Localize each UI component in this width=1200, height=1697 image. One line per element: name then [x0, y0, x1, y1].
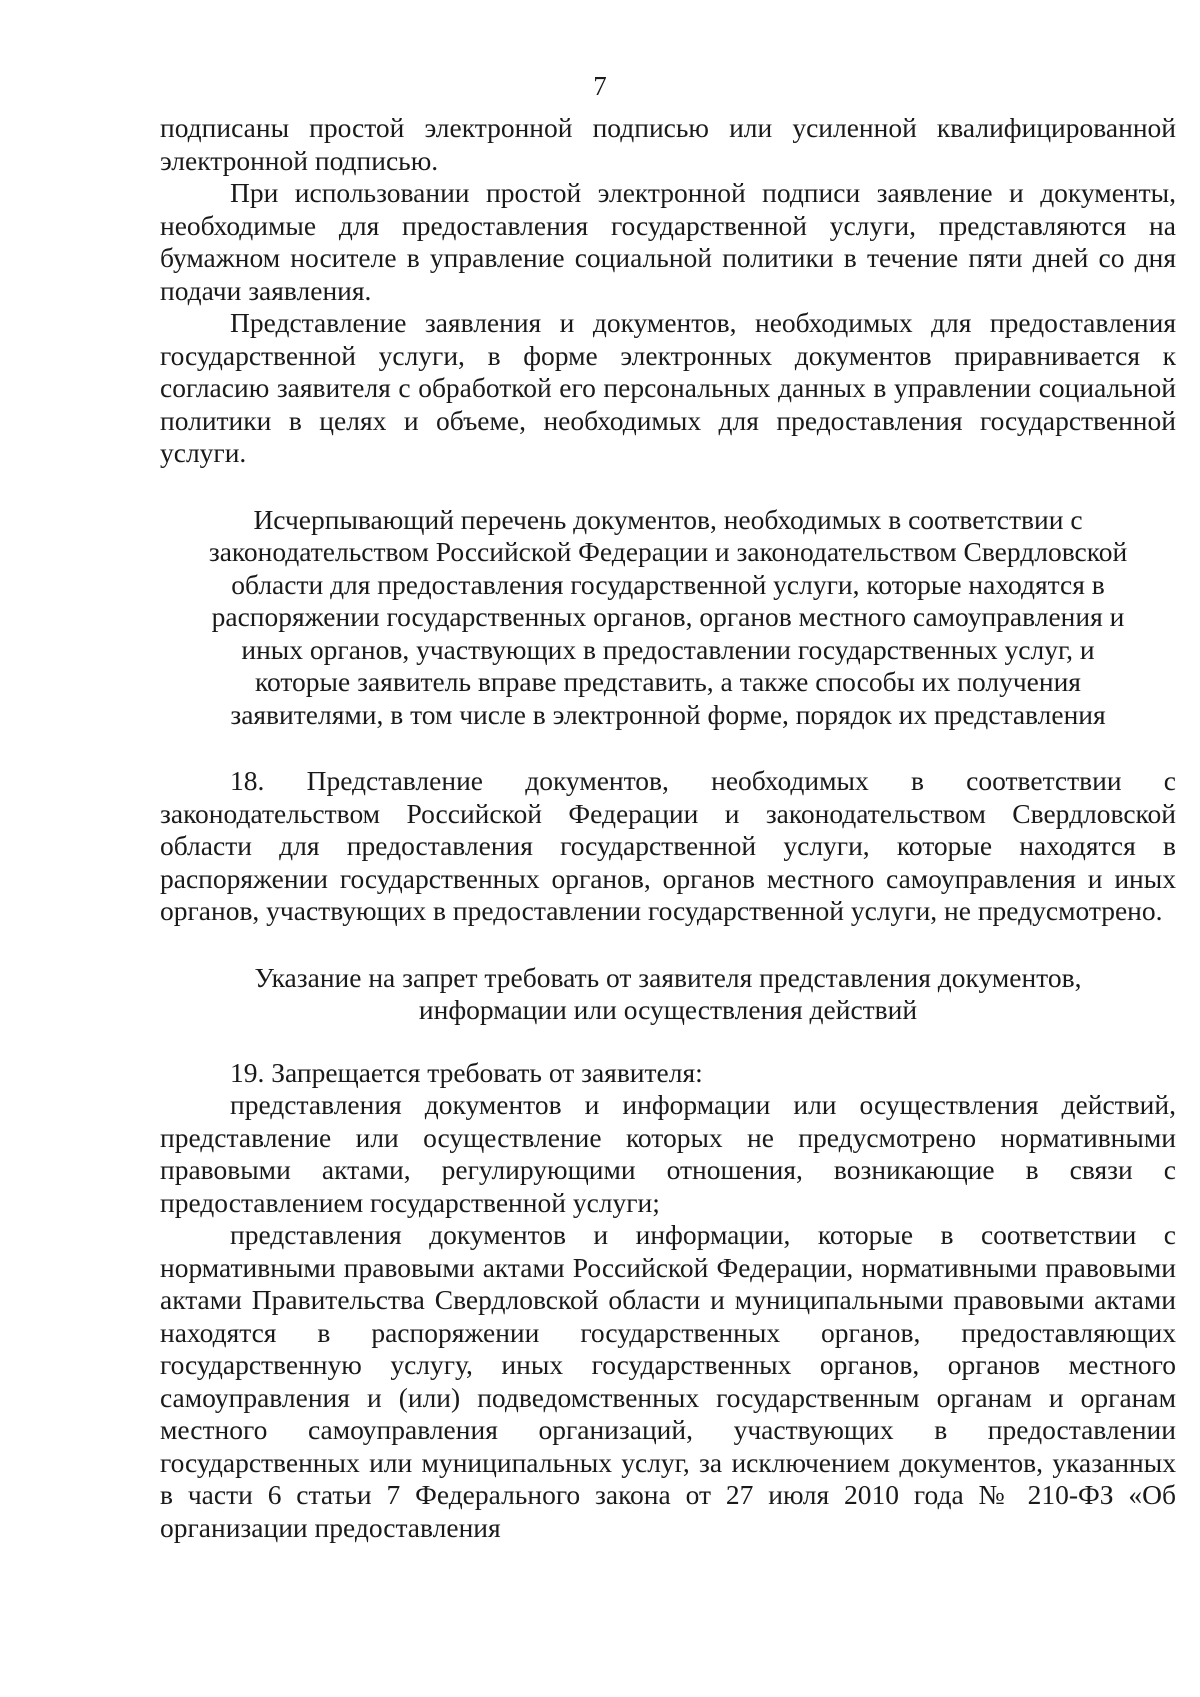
paragraph-item-18: 18. Представление документов, необходимых в соответствии с законодательством Российской Федерации и законодательством Свердловской области для предоставления государственной услуги, которые находятся в распоряжении государственных органов, органов местного самоуправления и иных органов, участвующих в предоставлении государственной услуги, не предусмотрено.: [160, 765, 1176, 926]
paragraph-simple-signature: При использовании простой электронной подписи заявление и документы, необходимые для предоставления государственной услуги, представляются на бумажном носителе в управление социальной политики в течение пяти дней со дня подачи заявления.: [160, 177, 1176, 306]
section-heading-documents-list: Исчерпывающий перечень документов, необходимых в соответствии с законодательством Российской Федерации и законодательством Свердловской области для предоставления государственной услуги, которые находятся в распоряжении государственных органов, органов местного самоуправления и иных органов, участвующих в предоставлении государственных услуг, и которые заявитель вправе представить, а также способы их получения заявителями, в том числе в электронной форме, порядок их представления: [208, 503, 1128, 730]
spacer: [160, 928, 1176, 962]
section-heading-prohibition: Указание на запрет требовать от заявителя представления документов, информации или осуществления действий: [254, 961, 1082, 1025]
spacer: [160, 731, 1176, 765]
spacer: [160, 470, 1176, 504]
paragraph-consent: Представление заявления и документов, необходимых для предоставления государственной услуги, в форме электронных документов приравнивается к согласию заявителя с обработкой его персональных данных в управлении социальной политики в целях и объеме, необходимых для предоставления государственной услуги.: [160, 307, 1176, 468]
document-body: [160, 112, 1176, 1544]
page-number: 7: [593, 71, 607, 101]
paragraph-item-19-intro: 19. Запрещается требовать от заявителя:: [230, 1056, 703, 1088]
spacer: [160, 1027, 1176, 1057]
paragraph-item-19-point-1: представления документов и информации или осуществления действий, представление или осуществление которых не предусмотрено нормативными правовыми актами, регулирующими отношения, возникающие в связи с предоставлением государственной услуги;: [160, 1089, 1176, 1218]
paragraph-continuation: подписаны простой электронной подписью или усиленной квалифицированной электронной подписью.: [160, 112, 1176, 176]
paragraph-item-19-point-2: представления документов и информации, которые в соответствии с нормативными правовыми актами Российской Федерации, нормативными правовыми актами Правительства Свердловской области и муниципальными правовыми актами находятся в распоряжении государственных органов, предоставляющих государственную услугу, иных государственных органов, органов местного самоуправления и (или) подведомственных государственным органам и органам местного самоуправления организаций, участвующих в предоставлении государственных или муниципальных услуг, за исключением документов, указанных в части 6 статьи 7 Федерального закона от 27 июля 2010 года № 210-ФЗ «Об организации предоставления: [160, 1219, 1176, 1543]
